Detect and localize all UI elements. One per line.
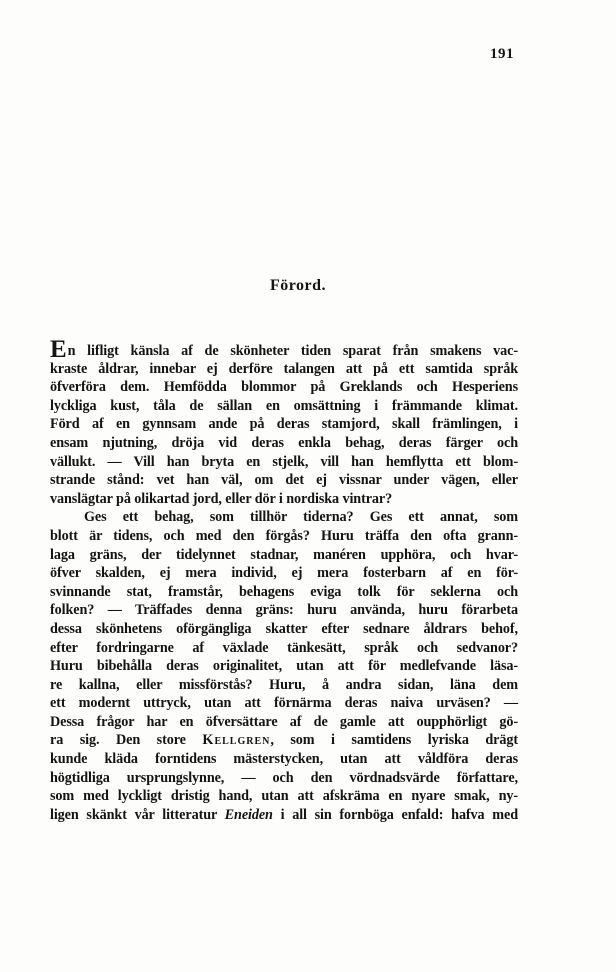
text-fragment: ra sig. Den store <box>50 732 203 749</box>
text-line: ett modernt uttryck, utan att förnärma deras naiva urväsen? — <box>50 695 518 712</box>
text-line: Dessa frågor har en öfversättare af de gamle att oupphörligt gö- <box>50 713 518 730</box>
text-line: strande stånd: vet han väl, om det ej vissnar under vägen, eller <box>50 472 518 489</box>
text-line: folken? — Träffades denna gräns: huru använda, huru förarbeta <box>50 602 518 619</box>
text-line: Förd af en gynnsam ande på deras stamjord, skall främlingen, i <box>50 416 518 433</box>
body-text <box>50 336 519 824</box>
text-fragment: i all sin fornböga enfald: hafva med <box>272 806 519 823</box>
chapter-heading-text: Förord. <box>269 277 327 294</box>
drop-cap: E <box>50 336 67 363</box>
text-line <box>50 731 518 750</box>
text-line: vanslägtar på olikartad jord, eller dör i nordiska vintrar? <box>50 490 393 507</box>
text-line: dessa skönhetens oförgängliga skatter efter sednare åldrars behof, <box>50 620 518 637</box>
page-number: 191 <box>490 46 514 62</box>
text-line: ensam njutning, dröja vid deras enkla behag, deras färger och <box>50 434 518 451</box>
text-line: Huru bibehålla deras originalitet, utan att för medlefvande läsa- <box>50 658 518 675</box>
text-line: svinnande stat, framstår, behagens eviga tolk för seklerna och <box>50 583 518 600</box>
text-line <box>50 336 518 363</box>
text-line: re kallna, eller missförstås? Huru, å andra sidan, läna dem <box>50 676 518 693</box>
text-line: högtidliga ursprungslynne, — och den vördnadsvärde författare, <box>50 769 518 786</box>
text-fragment: , som i samtidens lyriska drägt <box>270 732 518 749</box>
text-line: blott är tidens, och med den förgås? Huru träffa den ofta grann- <box>50 527 518 544</box>
text-line: efter fordringarne af växlade tänkesätt, språk och sedvanor? <box>50 639 518 656</box>
author-name: Kellgren <box>202 732 271 749</box>
work-title: Eneiden <box>224 806 273 823</box>
text-line: Ges ett behag, som tillhör tiderna? Ges ett annat, som <box>84 509 518 526</box>
text-line: vällukt. — Vill han bryta en stjelk, vill han hemflytta ett blom- <box>50 453 518 470</box>
text-fragment: ligen skänkt vår litteratur <box>50 806 225 823</box>
text-line: som med lyckligt dristig hand, utan att afskräma en nyare smak, ny- <box>50 788 518 805</box>
text-line: öfver skalden, ej mera individ, ej mera fosterbarn af en för- <box>50 565 518 582</box>
text-line: lyckliga kust, tåla de sällan en omsättning i främmande klimat. <box>50 397 518 414</box>
chapter-heading <box>0 277 616 295</box>
text-line: laga gräns, der tidelynnet stadnar, manéren upphöra, och hvar- <box>50 546 518 563</box>
text-line <box>50 806 518 825</box>
text-line: öfverföra dem. Hemfödda blommor på Greklands och Hesperiens <box>50 379 518 396</box>
text-line-content: n lifligt känsla af de skönheter tiden sparat från smakens vac- <box>67 343 518 359</box>
text-line: kunde kläda forntidens mästerstycken, utan att våldföra deras <box>50 751 518 768</box>
text-line: kraste åldrar, innebar ej derföre talangen att på ett samtida språk <box>50 360 518 377</box>
